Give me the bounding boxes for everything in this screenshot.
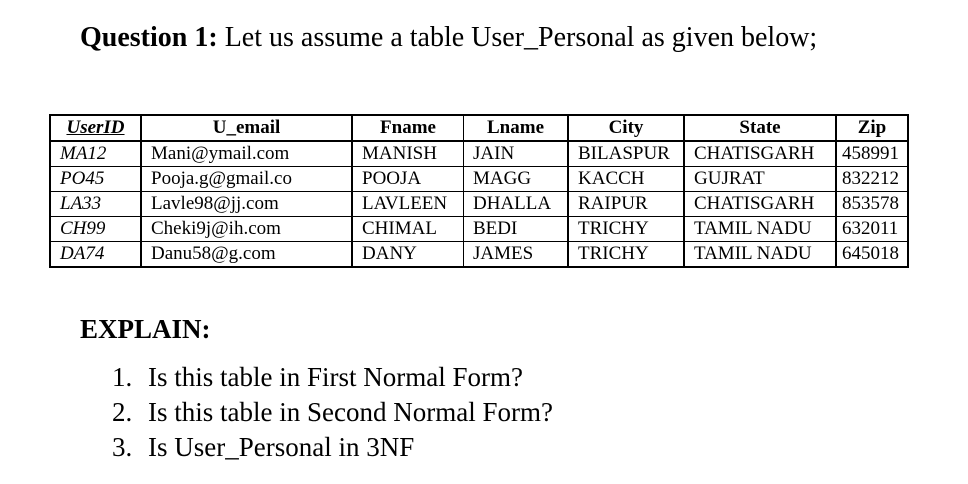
question-label: Question 1: <box>80 22 218 53</box>
cell-lname: JAIN <box>464 141 569 167</box>
column-header-userid: UserID <box>50 115 141 141</box>
cell-userid: PO45 <box>50 167 141 192</box>
cell-email: Mani@ymail.com <box>141 141 352 167</box>
list-item <box>112 395 553 430</box>
item-number: 1. <box>112 362 133 392</box>
table-row <box>50 192 908 217</box>
table-header-row <box>50 115 908 141</box>
explain-heading: EXPLAIN: <box>80 314 211 344</box>
cell-zip: 632011 <box>836 217 908 242</box>
cell-fname: LAVLEEN <box>352 192 464 217</box>
cell-city: KACCH <box>568 167 684 192</box>
user-personal-table <box>49 114 909 268</box>
cell-city: TRICHY <box>568 242 684 268</box>
cell-fname: DANY <box>352 242 464 268</box>
table-row <box>50 167 908 192</box>
item-number: 3. <box>112 432 133 462</box>
column-header-city: City <box>568 115 684 141</box>
cell-city: TRICHY <box>568 217 684 242</box>
column-header-email: U_email <box>141 115 352 141</box>
column-header-fname: Fname <box>352 115 464 141</box>
item-text: Is User_Personal in 3NF <box>148 432 415 462</box>
cell-email: Pooja.g@gmail.co <box>141 167 352 192</box>
table-row <box>50 217 908 242</box>
cell-email: Cheki9j@ih.com <box>141 217 352 242</box>
cell-lname: MAGG <box>464 167 569 192</box>
cell-zip: 853578 <box>836 192 908 217</box>
cell-lname: JAMES <box>464 242 569 268</box>
cell-lname: DHALLA <box>464 192 569 217</box>
item-text: Is this table in First Normal Form? <box>148 362 523 392</box>
cell-userid: DA74 <box>50 242 141 268</box>
column-header-lname: Lname <box>464 115 569 141</box>
table-row <box>50 141 908 167</box>
cell-userid: MA12 <box>50 141 141 167</box>
cell-state: CHATISGARH <box>684 141 836 167</box>
column-header-state: State <box>684 115 836 141</box>
cell-email: Danu58@g.com <box>141 242 352 268</box>
cell-state: TAMIL NADU <box>684 217 836 242</box>
cell-state: TAMIL NADU <box>684 242 836 268</box>
cell-zip: 458991 <box>836 141 908 167</box>
column-header-zip: Zip <box>836 115 908 141</box>
item-number: 2. <box>112 397 133 427</box>
list-item <box>112 360 553 395</box>
cell-zip: 645018 <box>836 242 908 268</box>
question-heading <box>80 22 817 54</box>
cell-zip: 832212 <box>836 167 908 192</box>
cell-fname: MANISH <box>352 141 464 167</box>
cell-fname: CHIMAL <box>352 217 464 242</box>
cell-state: GUJRAT <box>684 167 836 192</box>
cell-city: BILASPUR <box>568 141 684 167</box>
cell-city: RAIPUR <box>568 192 684 217</box>
question-list <box>112 360 553 465</box>
question-text: Let us assume a table User_Personal as given below; <box>217 22 818 53</box>
item-text: Is this table in Second Normal Form? <box>148 397 553 427</box>
cell-state: CHATISGARH <box>684 192 836 217</box>
table-row <box>50 242 908 268</box>
cell-lname: BEDI <box>464 217 569 242</box>
list-item <box>112 430 553 465</box>
cell-userid: CH99 <box>50 217 141 242</box>
cell-userid: LA33 <box>50 192 141 217</box>
cell-email: Lavle98@jj.com <box>141 192 352 217</box>
cell-fname: POOJA <box>352 167 464 192</box>
